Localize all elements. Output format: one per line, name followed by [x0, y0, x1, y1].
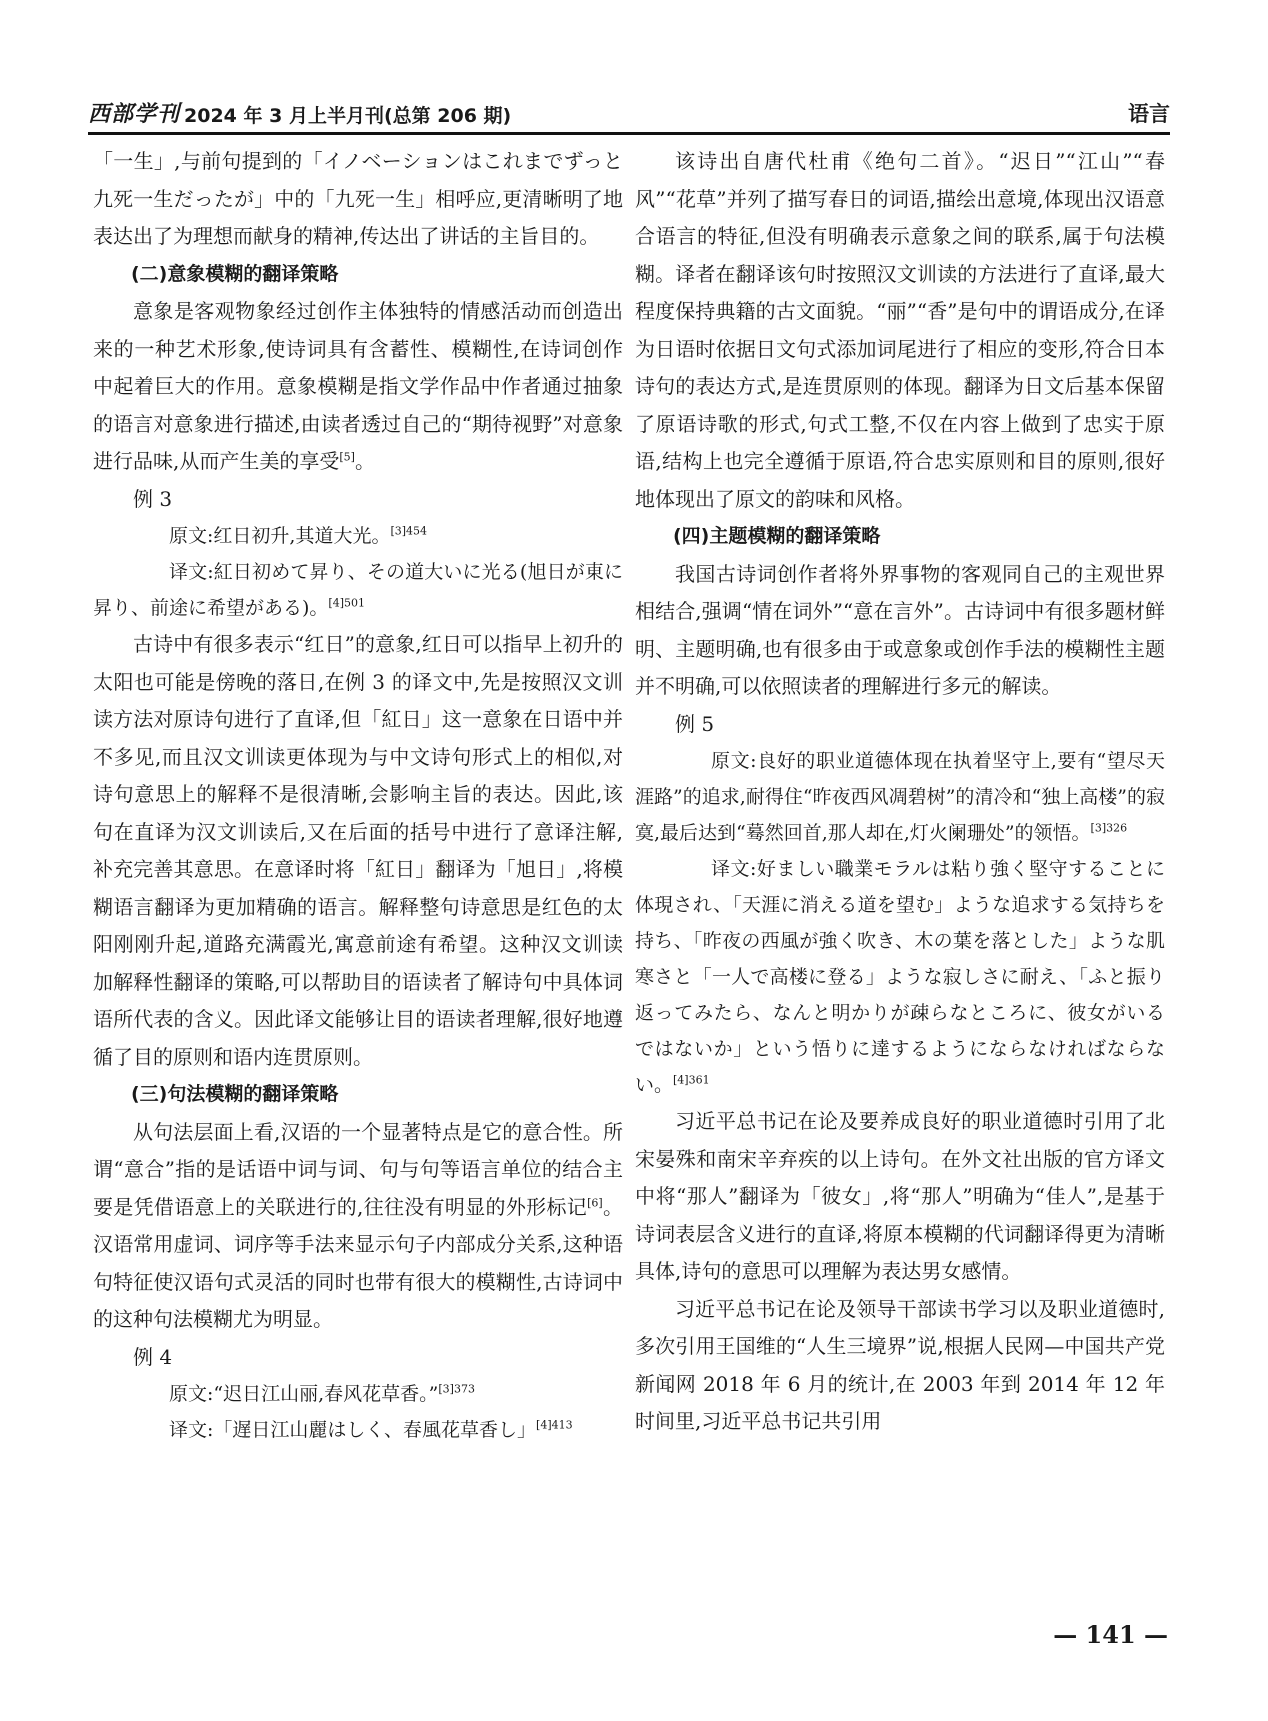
header-rule: [88, 132, 1170, 135]
paragraph: [93, 293, 623, 481]
citation: [4]361: [673, 1073, 710, 1087]
example-label: 例 5: [675, 711, 715, 736]
citation: [3]373: [438, 1382, 475, 1396]
citation: [3]454: [390, 524, 428, 538]
example-original-text: 原文:红日初升,其道大光。: [169, 525, 391, 547]
example-translation-text: 译文:「遅日江山麗はしく、春風花草香し」: [169, 1419, 537, 1441]
citation: [6]: [587, 1195, 603, 1209]
page-number: — 141 —: [1053, 1620, 1168, 1649]
citation: [4]413: [536, 1418, 573, 1432]
citation: [3]326: [1090, 821, 1128, 835]
example-original: [93, 518, 623, 554]
paragraph: 习近平总书记在论及要养成良好的职业道德时引用了北宋晏殊和南宋辛弃疾的以上诗句。在外文社出版的官方译文中将“那人”翻译为「彼女」,将“那人”明确为“佳人”,是基于诗词表层含义进行的直译,将原本模糊的代词翻译得更为清晰具体,诗句的意思可以理解为表达男女感情。: [635, 1109, 1165, 1283]
journal-logo: 西部学刊: [88, 101, 181, 127]
example-original-text: 原文:良好的职业道德体现在执着坚守上,要有“望尽天涯路”的追求,耐得住“昨夜西风凋碧树”的清冷和“独上高楼”的寂寞,最后达到“蓦然回首,那人却在,灯火阑珊处”的领悟。: [635, 750, 1165, 844]
paragraph: 习近平总书记在论及领导干部读书学习以及职业道德时,多次引用王国维的“人生三境界”说,根据人民网—中国共产党新闻网 2018 年 6 月的统计,在 2003 年到 2014 年 12 年时间里,习近平总书记共引用: [635, 1296, 1165, 1433]
paragraph-text: 意象是客观物象经过创作主体独特的情感活动而创造出来的一种艺术形象,使诗词具有含蓄性、模糊性,在诗词创作中起着巨大的作用。意象模糊是指文学作品中作者通过抽象的语言对意象进行描述,由读者透过自己的“期待视野”对意象进行品味,从而产生美的享受: [93, 299, 623, 473]
header-left: [88, 97, 511, 128]
paragraph: 我国古诗词创作者将外界事物的客观同自己的主观世界相结合,强调“情在词外”“意在言外”。古诗词中有很多题材鲜明、主题明确,也有很多由于或意象或创作手法的模糊性主题并不明确,可以依照读者的理解进行多元的解读。: [635, 561, 1165, 698]
example-original: [635, 743, 1165, 851]
paragraph: [93, 1114, 623, 1339]
left-column: [93, 143, 623, 1448]
running-header: [88, 84, 1170, 128]
example-translation: [93, 554, 623, 626]
example-translation-text: 译文:好ましい職業モラルは粘り強く堅守することに体現され、「天涯に消える道を望む」ような追求する気持ちを持ち、「昨夜の西風が強く吹き、木の葉を落とした」ような肌寒さと「一人で高楼に登る」ような寂しさに耐え、「ふと振り返ってみたら、なんと明かりが疎らなところに、彼女がいるではないか」という悟りに達するようにならなければならない。: [635, 858, 1165, 1096]
paragraph-end: 。: [354, 449, 375, 473]
example-original: [93, 1376, 623, 1412]
example-translation: [635, 851, 1165, 1103]
example-label: 例 3: [133, 486, 173, 511]
section-heading: (三)句法模糊的翻译策略: [131, 1083, 339, 1105]
issue-info: 2024 年 3 月上半月刊(总第 206 期): [184, 105, 512, 127]
paragraph: 古诗中有很多表示“红日”的意象,红日可以指早上初升的太阳也可能是傍晚的落日,在例 3 的译文中,先是按照汉文训读方法对原诗句进行了直译,但「紅日」这一意象在日语中并不多见,而且汉文训读更体现为与中文诗句形式上的相似,对诗句意思上的解释不是很清晰,会影响主旨的表达。因此,该句在直译为汉文训读后,又在后面的括号中进行了意译注解,补充完善其意思。在意译时将「紅日」翻译为「旭日」,将模糊语言翻译为更加精确的语言。解释整句诗意思是红色的太阳刚刚升起,道路充满霞光,寓意前途有希望。这种汉文训读加解释性翻译的策略,可以帮助目的语读者了解诗句中具体词语所代表的含义。因此译文能够让目的语读者理解,很好地遵循了目的原则和语内连贯原则。: [93, 632, 623, 1069]
section-tag: 语言: [1128, 102, 1170, 126]
section-heading: (二)意象模糊的翻译策略: [131, 262, 339, 285]
citation: [4]501: [328, 596, 365, 610]
right-column: [635, 143, 1165, 1441]
example-label: 例 4: [133, 1344, 173, 1369]
example-translation-text: 译文:紅日初めて昇り、その道大いに光る(旭日が東に昇り、前途に希望がある)。: [93, 561, 623, 619]
paragraph: 该诗出自唐代杜甫《绝句二首》。“迟日”“江山”“春风”“花草”并列了描写春日的词语,描绘出意境,体现出汉语意合语言的特征,但没有明确表示意象之间的联系,属于句法模糊。译者在翻译该句时按照汉文训读的方法进行了直译,最大程度保持典籍的古文面貌。“丽”“香”是句中的谓语成分,在译为日语时依据日文句式添加词尾进行了相应的变形,符合日本诗句的表达方式,是连贯原则的体现。翻译为日文后基本保留了原语诗歌的形式,句式工整,不仅在内容上做到了忠实于原语,结构上也完全遵循于原语,符合忠实原则和目的原则,很好地体现出了原文的韵味和风格。: [635, 149, 1165, 511]
example-translation: [93, 1412, 623, 1448]
paragraph-end: 。汉语常用虚词、词序等手法来显示句子内部成分关系,这种语句特征使汉语句式灵活的同时也带有很大的模糊性,古诗词中的这种句法模糊尤为明显。: [93, 1194, 624, 1331]
section-heading: (四)主题模糊的翻译策略: [673, 525, 881, 547]
paragraph-text: 从句法层面上看,汉语的一个显著特点是它的意合性。所谓“意合”指的是话语中词与词、句与句等语言单位的结合主要是凭借语意上的关联进行的,往往没有明显的外形标记: [93, 1119, 623, 1219]
paragraph: 「一生」,与前句提到的「イノベーションはこれまでずっと九死一生だったが」中的「九死一生」相呼应,更清晰明了地表达出了为理想而献身的精神,传达出了讲话的主旨目的。: [93, 149, 623, 248]
citation: [5]: [339, 450, 355, 464]
example-original-text: 原文:“迟日江山丽,春风花草香。”: [169, 1383, 439, 1405]
